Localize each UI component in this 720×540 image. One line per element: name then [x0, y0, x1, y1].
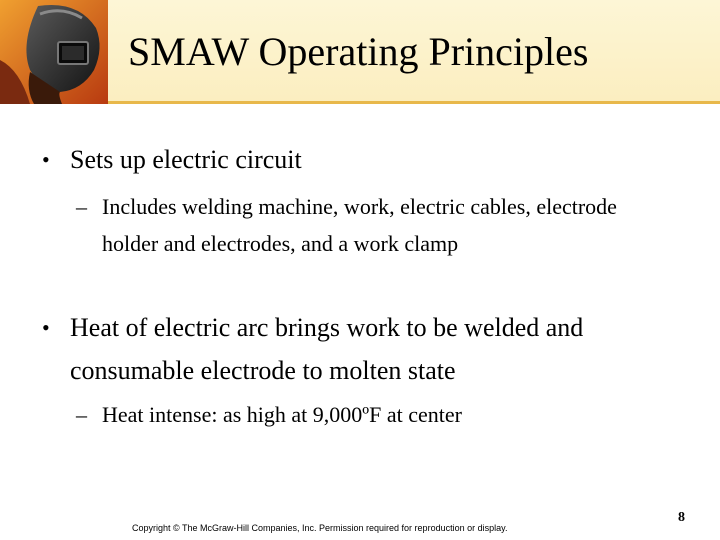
sub-bullet-item: [76, 188, 676, 262]
sub-bullet-item: [76, 396, 676, 433]
sub-bullet-marker: –: [76, 194, 87, 219]
bullet-text: Heat of electric arc brings work to be welded and consumable electrode to molten state: [70, 313, 584, 385]
page-number: 8: [678, 510, 685, 525]
sub-bullet-text: Includes welding machine, work, electric cables, electrode holder and electrodes, and a work clamp: [102, 194, 617, 256]
sub-bullet-text: Heat intense: as high at 9,000ºF at center: [102, 402, 462, 427]
title-band-rule: [0, 101, 720, 104]
bullet-item: [42, 138, 682, 181]
bullet-marker: •: [42, 315, 50, 340]
sub-bullet-marker: –: [76, 402, 87, 427]
bullet-text: Sets up electric circuit: [70, 145, 302, 174]
welder-helmet-image: [0, 0, 108, 104]
copyright-footer: Copyright © The McGraw-Hill Companies, Inc. Permission required for reproduction or display.: [132, 523, 508, 533]
bullet-marker: •: [42, 147, 50, 172]
bullet-item: [42, 306, 682, 392]
slide-title: SMAW Operating Principles: [128, 29, 589, 74]
